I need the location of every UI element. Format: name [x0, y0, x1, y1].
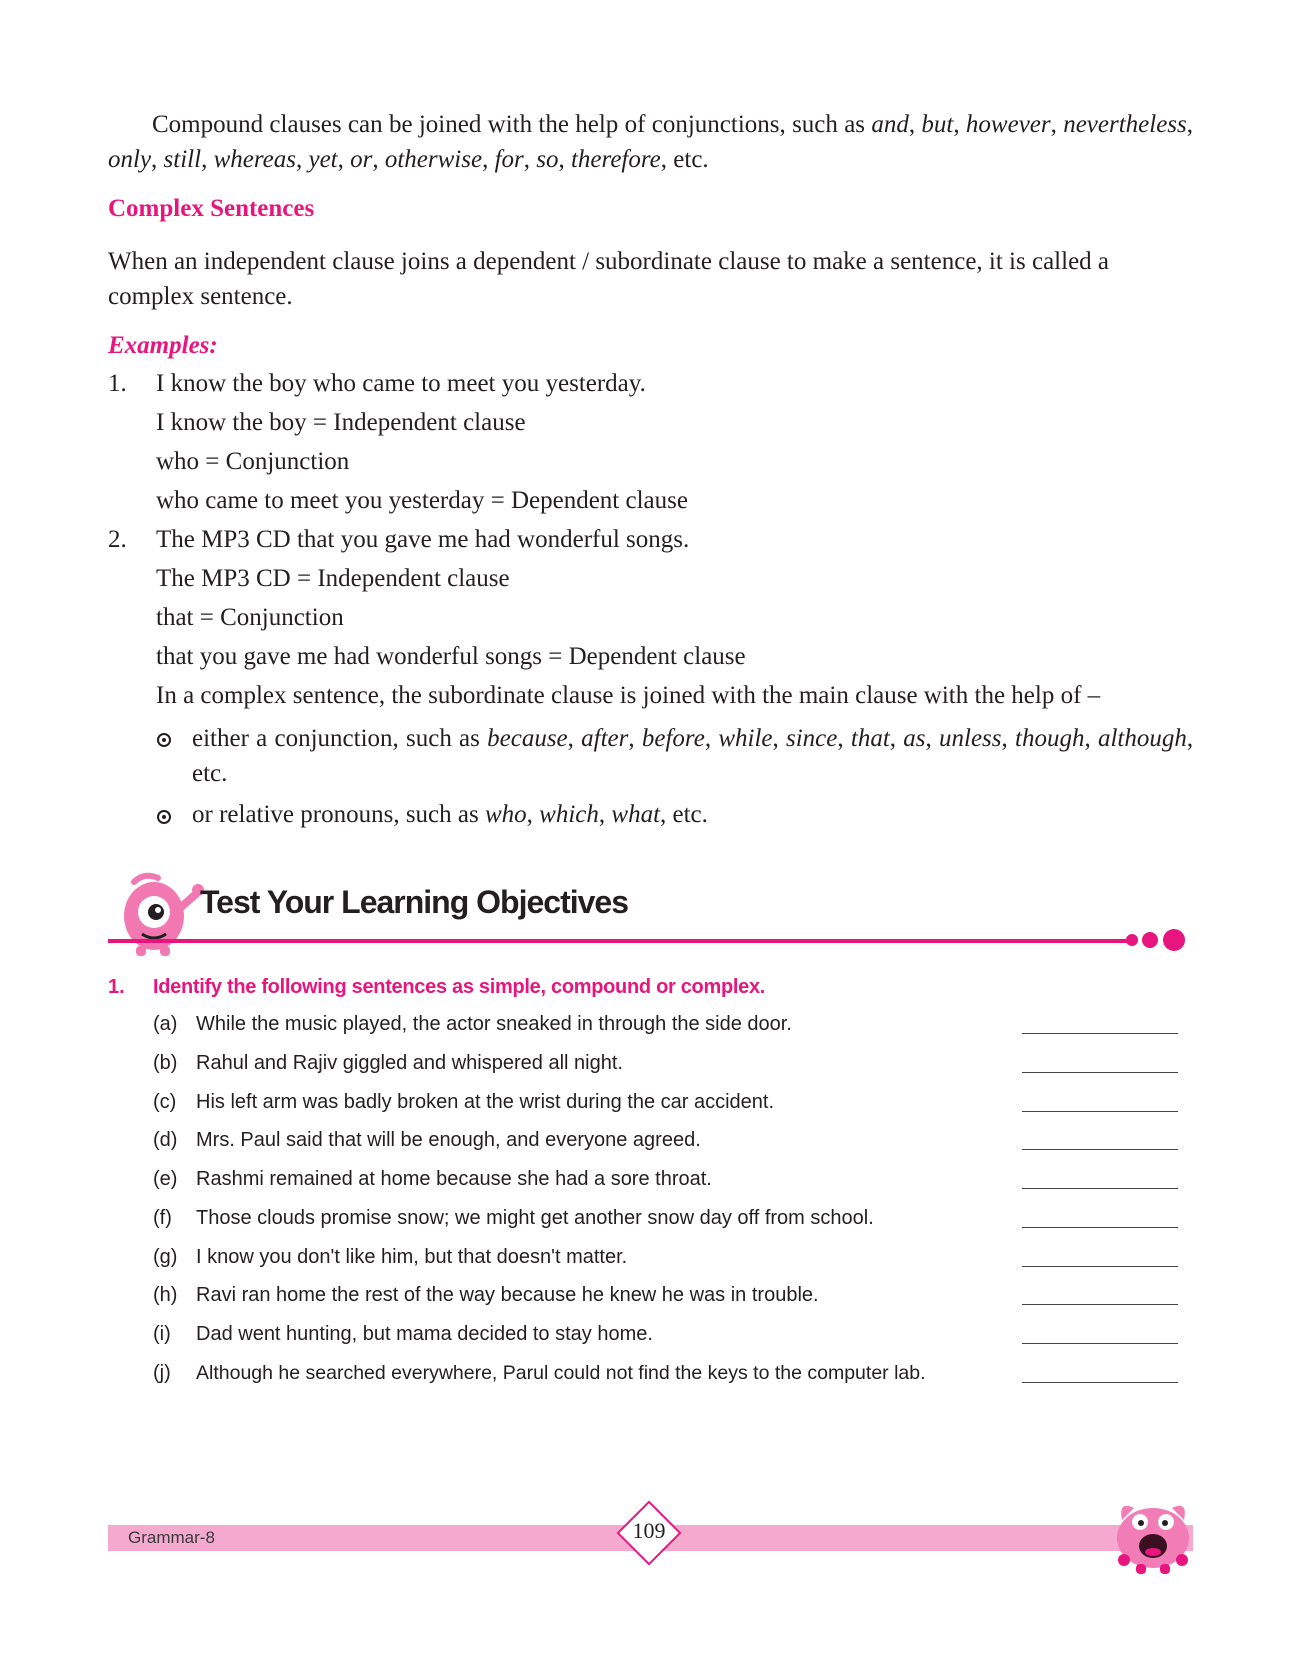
conj-word: still: [163, 146, 202, 173]
list-item: [0, 1129, 1296, 1159]
item-letter: (i): [153, 1323, 171, 1345]
bullet-word: that: [850, 725, 890, 752]
examples-heading: Examples:: [108, 332, 218, 359]
conj-word: only: [108, 146, 152, 173]
item-letter: (b): [153, 1052, 178, 1074]
example-number: 2.: [108, 526, 127, 553]
answer-blank[interactable]: [1022, 1382, 1178, 1383]
example-line: The MP3 CD = Independent clause: [156, 565, 510, 592]
bullet-icon: [157, 733, 171, 747]
list-item: [0, 1091, 1296, 1121]
question-number: 1.: [108, 976, 125, 998]
list-item: [0, 1246, 1296, 1276]
bullet-word: what: [611, 801, 661, 828]
bullet-word: which: [539, 801, 599, 828]
item-letter: (f): [153, 1207, 172, 1229]
item-text: Rashmi remained at home because she had a sore throat.: [196, 1168, 712, 1190]
conj-word: yet: [308, 146, 338, 173]
mascot-icon: [114, 868, 204, 958]
example-line: that you gave me had wonderful songs = Dependent clause: [156, 643, 746, 670]
definition-paragraph: When an independent clause joins a dependent / subordinate clause to make a sentence, it is called a complex sentence.: [108, 248, 1110, 310]
conj-word: and: [871, 111, 909, 138]
section-heading: Complex Sentences: [108, 195, 315, 222]
test-banner: [108, 868, 1198, 958]
banner-dot-icon: [1126, 934, 1138, 946]
conj-word: otherwise: [384, 146, 483, 173]
list-item: [0, 1207, 1296, 1237]
answer-blank[interactable]: [1022, 1188, 1178, 1189]
answer-blank[interactable]: [1022, 1072, 1178, 1073]
answer-blank[interactable]: [1022, 1227, 1178, 1228]
answer-blank[interactable]: [1022, 1304, 1178, 1305]
conj-word: or: [350, 146, 373, 173]
item-text: Ravi ran home the rest of the way because he knew he was in trouble.: [196, 1284, 819, 1306]
banner-dot-icon: [1142, 932, 1158, 948]
bullet-tail: etc.: [192, 760, 228, 787]
answer-blank[interactable]: [1022, 1343, 1178, 1344]
bullet-word: though: [1015, 725, 1085, 752]
conj-word: therefore: [570, 146, 661, 173]
bullet-word: although: [1097, 725, 1187, 752]
intro-tail: etc.: [673, 146, 709, 173]
answer-blank[interactable]: [1022, 1149, 1178, 1150]
example-line: I know the boy = Independent clause: [156, 409, 526, 436]
conj-word: whereas: [213, 146, 296, 173]
list-item: [0, 1168, 1296, 1198]
footer-book-title: Grammar-8: [128, 1528, 215, 1547]
intro-lead: Compound clauses can be joined with the help of conjunctions, such as: [152, 111, 872, 138]
item-letter: (j): [153, 1362, 171, 1384]
example-line: who = Conjunction: [156, 448, 350, 475]
item-letter: (h): [153, 1284, 178, 1306]
item-letter: (a): [153, 1013, 178, 1035]
conj-word: nevertheless: [1063, 111, 1187, 138]
answer-blank[interactable]: [1022, 1111, 1178, 1112]
list-item: [0, 1362, 1296, 1392]
summary-line: In a complex sentence, the subordinate clause is joined with the main clause with the help of –: [156, 682, 1101, 709]
list-item: [0, 1284, 1296, 1314]
banner-rule: [108, 939, 1136, 943]
example-number: 1.: [108, 370, 127, 397]
item-letter: (d): [153, 1129, 178, 1151]
bullet-conjunctions: either a conjunction, such as because, after, before, while, since, that, as, unless, though, although, etc.: [192, 725, 1194, 787]
list-item: [0, 1323, 1296, 1353]
item-text: While the music played, the actor sneaked in through the side door.: [196, 1013, 792, 1035]
conj-word: but: [921, 111, 954, 138]
bullet-lead: or relative pronouns, such as: [192, 801, 485, 828]
example-sentence: The MP3 CD that you gave me had wonderful songs.: [156, 526, 690, 553]
bullet-pronouns: or relative pronouns, such as who, which, what, etc.: [192, 801, 708, 828]
bullet-word: as: [903, 725, 926, 752]
banner-title: Test Your Learning Objectives: [200, 884, 629, 920]
monster-mascot-icon: [1110, 1490, 1196, 1576]
answer-blank[interactable]: [1022, 1266, 1178, 1267]
banner-dot-icon: [1163, 929, 1185, 951]
item-letter: (e): [153, 1168, 178, 1190]
example-line: who came to meet you yesterday = Dependent clause: [156, 487, 688, 514]
bullet-word: before: [641, 725, 705, 752]
bullet-word: while: [718, 725, 773, 752]
item-letter: (g): [153, 1246, 178, 1268]
bullet-lead: either a conjunction, such as: [192, 725, 488, 752]
item-text: Mrs. Paul said that will be enough, and everyone agreed.: [196, 1129, 701, 1151]
conj-word: however: [965, 111, 1051, 138]
bullet-word: unless: [939, 725, 1002, 752]
item-text: Although he searched everywhere, Parul could not find the keys to the computer lab.: [196, 1362, 926, 1384]
bullet-word: who: [484, 801, 527, 828]
conj-word: for: [494, 146, 524, 173]
item-text: Rahul and Rajiv giggled and whispered all night.: [196, 1052, 623, 1074]
question-title: Identify the following sentences as simple, compound or complex.: [153, 976, 766, 998]
item-text: Dad went hunting, but mama decided to stay home.: [196, 1323, 653, 1345]
conj-word: so: [536, 146, 559, 173]
bullet-icon: [157, 810, 171, 824]
page-number: 109: [632, 1518, 666, 1543]
example-line: that = Conjunction: [156, 604, 344, 631]
item-text: I know you don't like him, but that doesn't matter.: [196, 1246, 628, 1268]
bullet-tail: etc.: [672, 801, 708, 828]
item-letter: (c): [153, 1091, 177, 1113]
list-item: [0, 1013, 1296, 1043]
answer-blank[interactable]: [1022, 1033, 1178, 1034]
list-item: [0, 1052, 1296, 1082]
bullet-word: because: [487, 725, 568, 752]
item-text: His left arm was badly broken at the wrist during the car accident.: [196, 1091, 775, 1113]
intro-paragraph: Compound clauses can be joined with the help of conjunctions, such as and, but, however, nevertheless, only, still, whereas, yet, or, otherwise, for, so, therefore, etc.: [108, 111, 1193, 173]
example-sentence: I know the boy who came to meet you yesterday.: [156, 370, 646, 397]
bullet-word: after: [581, 725, 629, 752]
bullet-word: since: [786, 725, 838, 752]
item-text: Those clouds promise snow; we might get another snow day off from school.: [196, 1207, 874, 1229]
